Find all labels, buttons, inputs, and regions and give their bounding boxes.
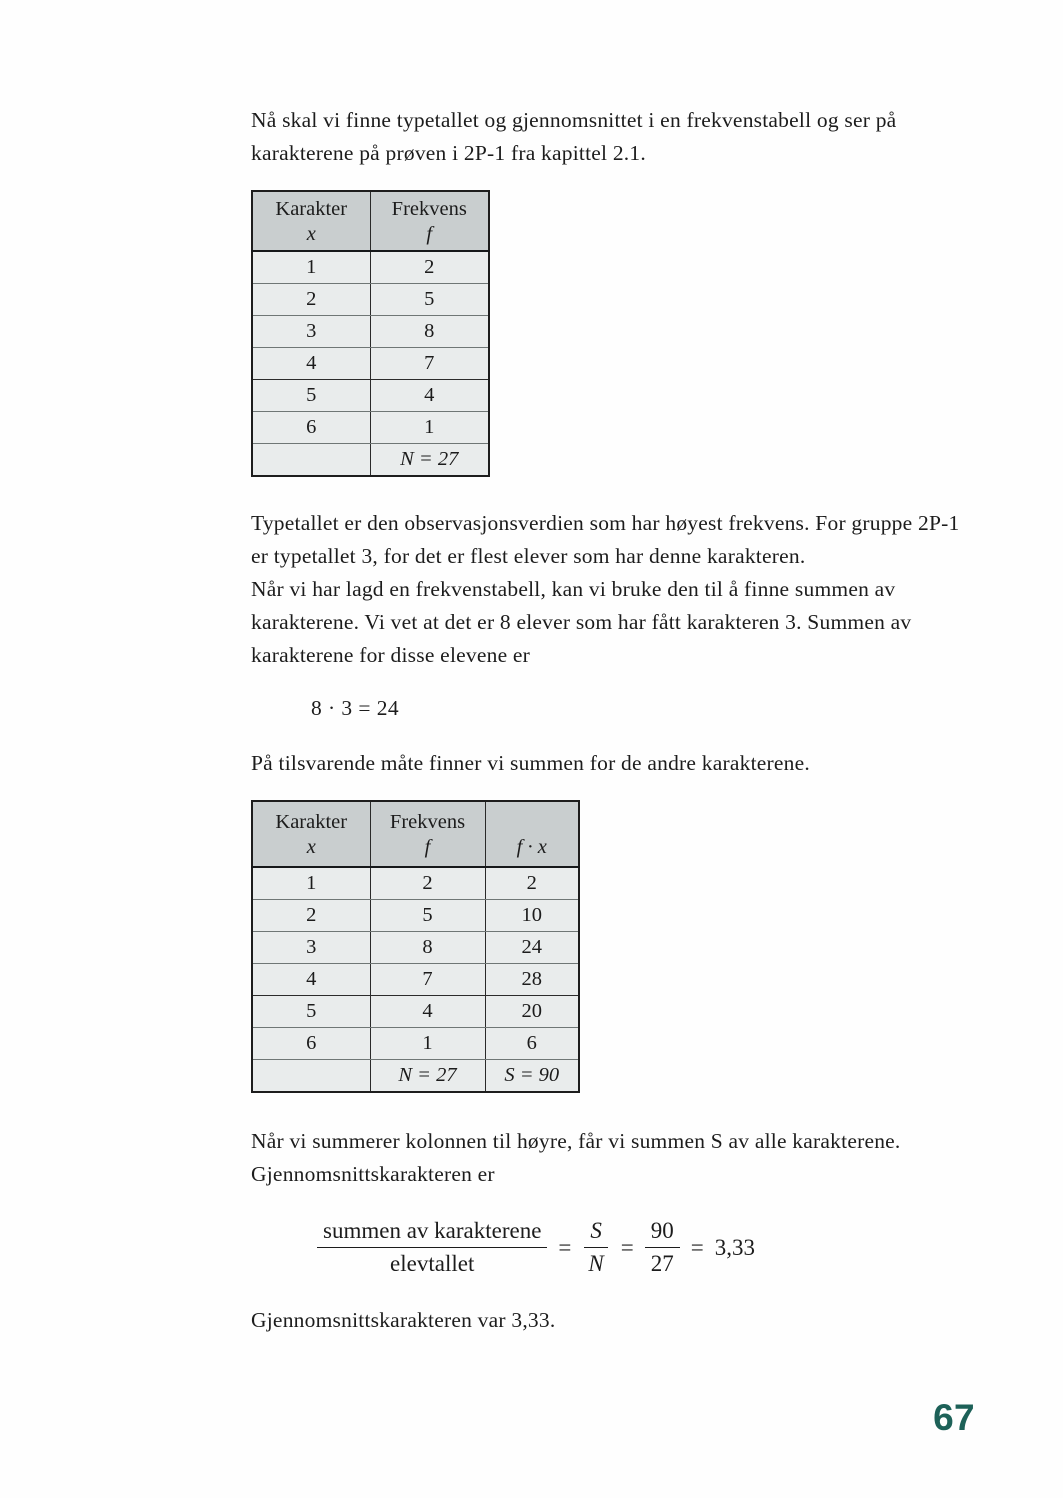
fraction-words: [317, 1217, 547, 1278]
cell-karakter: 3: [252, 316, 370, 348]
table-row: [252, 251, 489, 284]
table-one-body: [252, 251, 489, 476]
frequency-table-one-wrapper: [251, 190, 963, 477]
header-label-karakter: Karakter: [275, 198, 348, 220]
table-row: [252, 996, 579, 1028]
cell-frekvens: 2: [370, 251, 489, 284]
cell-karakter: 2: [252, 900, 370, 932]
fraction-numerator-s: S: [584, 1217, 608, 1248]
cell-karakter: 6: [252, 1028, 370, 1060]
cell-frekvens: 5: [370, 900, 485, 932]
table-row: [252, 284, 489, 316]
mean-result-value: 3,33: [714, 1234, 755, 1260]
cell-karakter: 2: [252, 284, 370, 316]
cell-total-s: S = 90: [485, 1060, 579, 1093]
paragraph-typetall: Typetallet er den observasjonsverdien som har høyest frekvens. For gruppe 2P-1 er typetallet 3, for det er flest elever som har denne karakteren.: [251, 511, 960, 568]
header-label-karakter: Karakter: [275, 811, 348, 833]
cell-product: 2: [485, 867, 579, 900]
table-two-header-frekvens: [370, 801, 485, 867]
cell-karakter: 5: [252, 996, 370, 1028]
cell-total-n: N = 27: [370, 444, 489, 477]
table-one-head: [252, 191, 489, 251]
cell-frekvens: 1: [370, 412, 489, 444]
cell-frekvens: 7: [370, 964, 485, 996]
header-symbol-f-times-x: f · x: [516, 836, 547, 858]
table-row: [252, 867, 579, 900]
cell-frekvens: 4: [370, 380, 489, 412]
table-row: [252, 348, 489, 380]
cell-karakter: 4: [252, 964, 370, 996]
fraction-denominator-words: elevtallet: [390, 1251, 475, 1276]
fraction-numerator-90: 90: [645, 1217, 680, 1248]
table-row: [252, 412, 489, 444]
table-row: [252, 1028, 579, 1060]
cell-karakter: 4: [252, 348, 370, 380]
cell-karakter: 3: [252, 932, 370, 964]
cell-total-n: N = 27: [370, 1060, 485, 1093]
table-two-head: [252, 801, 579, 867]
fraction-numerator-words: summen av karakterene: [317, 1217, 547, 1248]
fraction-numbers: [645, 1217, 680, 1278]
cell-karakter: 1: [252, 251, 370, 284]
fraction-denominator-n: N: [588, 1251, 604, 1276]
cell-product: 6: [485, 1028, 579, 1060]
page-number: 67: [933, 1397, 975, 1438]
paragraph-summen: Når vi har lagd en frekvenstabell, kan vi bruke den til å finne summen av karakterene. Vi vet at det er 8 elever som har fått karakteren 3. Summen av karakterene for disse elevene er: [251, 577, 912, 667]
frequency-table-one: [251, 190, 490, 477]
cell-frekvens: 5: [370, 284, 489, 316]
cell-product: 20: [485, 996, 579, 1028]
equals-sign-3: =: [690, 1234, 704, 1260]
equals-sign-2: =: [620, 1234, 634, 1260]
cell-karakter: 5: [252, 380, 370, 412]
fraction-symbols: [582, 1217, 609, 1278]
table-row: [252, 932, 579, 964]
table-one-header-karakter: [252, 191, 370, 251]
table-two-header-row: [252, 801, 579, 867]
header-symbol-f: f: [424, 836, 431, 858]
header-symbol-x: x: [306, 836, 316, 858]
cell-frekvens: 1: [370, 1028, 485, 1060]
equation-mean: [313, 1217, 963, 1278]
frequency-table-two: [251, 800, 580, 1093]
header-label-frekvens: Frekvens: [391, 198, 467, 220]
table-two-body: [252, 867, 579, 1092]
cell-empty: [252, 444, 370, 477]
header-label-frekvens: Frekvens: [389, 811, 466, 833]
cell-frekvens: 2: [370, 867, 485, 900]
frequency-table-two-wrapper: [251, 800, 963, 1093]
table-one-header-row: [252, 191, 489, 251]
cell-empty: [252, 1060, 370, 1093]
paragraph-kolonnen: Når vi summerer kolonnen til høyre, får vi summen S av alle karakterene.: [251, 1129, 901, 1153]
cell-product: 24: [485, 932, 579, 964]
cell-karakter: 6: [252, 412, 370, 444]
table-total-row: [252, 444, 489, 477]
paragraph-gjennomsnitt-result: Gjennomsnittskarakteren var 3,33.: [251, 1308, 556, 1332]
table-two-header-product: [485, 801, 579, 867]
header-symbol-x: x: [306, 223, 316, 245]
paragraph-gjennomsnitt-label: Gjennomsnittskarakteren er: [251, 1162, 495, 1186]
cell-frekvens: 7: [370, 348, 489, 380]
cell-frekvens: 8: [370, 932, 485, 964]
equation-product: 8 · 3 = 24: [311, 696, 400, 720]
cell-product: 28: [485, 964, 579, 996]
table-row: [252, 900, 579, 932]
cell-product: 10: [485, 900, 579, 932]
paragraph-tilsvarende: På tilsvarende måte finner vi summen for de andre karakterene.: [251, 751, 810, 775]
header-symbol-f: f: [426, 223, 433, 245]
table-row: [252, 964, 579, 996]
cell-frekvens: 4: [370, 996, 485, 1028]
table-one-header-frekvens: [370, 191, 489, 251]
paragraph-intro: Nå skal vi finne typetallet og gjennomsnittet i en frekvenstabell og ser på karakterene på prøven i 2P-1 fra kapittel 2.1.: [251, 108, 897, 165]
fraction-denominator-27: 27: [650, 1251, 674, 1276]
equals-sign-1: =: [558, 1234, 572, 1260]
table-row: [252, 316, 489, 348]
cell-frekvens: 8: [370, 316, 489, 348]
cell-karakter: 1: [252, 867, 370, 900]
table-total-row: [252, 1060, 579, 1093]
table-row: [252, 380, 489, 412]
table-two-header-karakter: [252, 801, 370, 867]
page-content: [251, 104, 963, 1337]
